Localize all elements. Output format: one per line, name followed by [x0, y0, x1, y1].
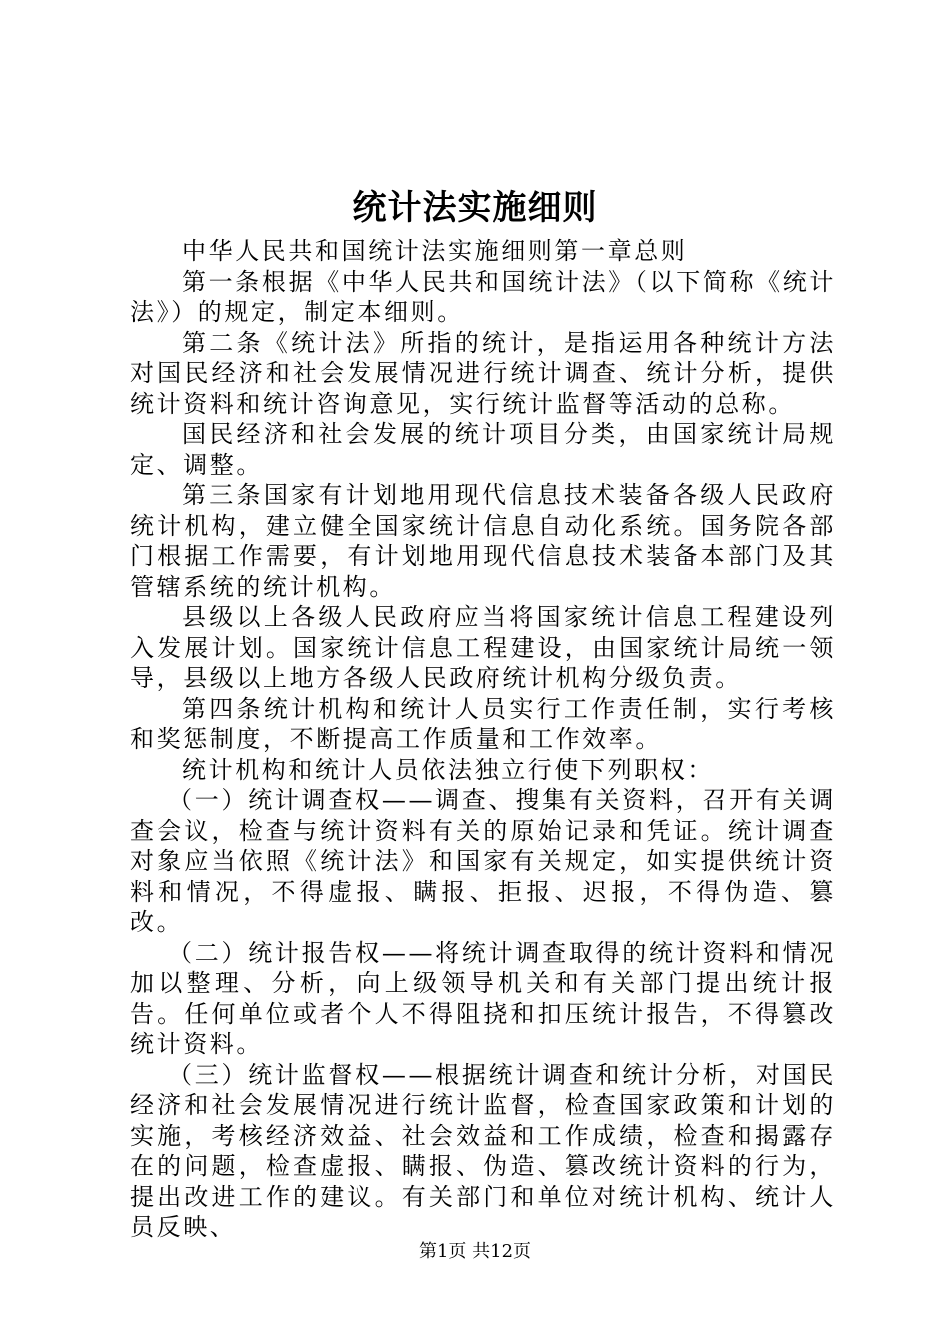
power-item-1: （一）统计调查权——调查、搜集有关资料，召开有关调查会议，检查与统计资料有关的原始记录和凭证。统计调查对象应当依照《统计法》和国家有关规定，如实提供统计资料和情况，不得虚报、瞒报、拒报、迟报，不得伪造、篡改。	[130, 786, 836, 936]
article-4-para-2: 统计机构和统计人员依法独立行使下列职权：	[182, 755, 714, 784]
page-number-footer: 第1页 共12页	[418, 1241, 532, 1262]
document-body	[130, 236, 836, 1243]
article-3: 第三条国家有计划地用现代信息技术装备各级人民政府统计机构，建立健全国家统计信息自动化系统。国务院各部门根据工作需要，有计划地用现代信息技术装备本部门及其管辖系统的统计机构。	[130, 481, 836, 601]
chapter-heading: 中华人民共和国统计法实施细则第一章总则	[182, 237, 688, 265]
article-2: 第二条《统计法》所指的统计，是指运用各种统计方法对国民经济和社会发展情况进行统计调查、统计分析，提供统计资料和统计咨询意见，实行统计监督等活动的总称。	[130, 328, 836, 418]
power-item-2: （二）统计报告权——将统计调查取得的统计资料和情况加以整理、分析，向上级领导机关和有关部门提出统计报告。任何单位或者个人不得阻挠和扣压统计报告，不得篡改统计资料。	[130, 938, 836, 1058]
article-2-para-2: 国民经济和社会发展的统计项目分类，由国家统计局规定、调整。	[130, 420, 836, 479]
article-4: 第四条统计机构和统计人员实行工作责任制，实行考核和奖惩制度，不断提高工作质量和工作效率。	[130, 694, 836, 753]
document-title: 统计法实施细则	[352, 188, 598, 228]
article-1: 第一条根据《中华人民共和国统计法》（以下简称《统计法》）的规定，制定本细则。	[130, 267, 836, 326]
power-item-3: （三）统计监督权——根据统计调查和统计分析，对国民经济和社会发展情况进行统计监督，检查国家政策和计划的实施，考核经济效益、社会效益和工作成绩，检查和揭露存在的问题，检查虚报、瞒报、伪造、篡改统计资料的行为，提出改进工作的建议。有关部门和单位对统计机构、统计人员反映、	[130, 1060, 836, 1241]
article-3-para-2: 县级以上各级人民政府应当将国家统计信息工程建设列入发展计划。国家统计信息工程建设，由国家统计局统一领导，县级以上地方各级人民政府统计机构分级负责。	[130, 603, 836, 692]
